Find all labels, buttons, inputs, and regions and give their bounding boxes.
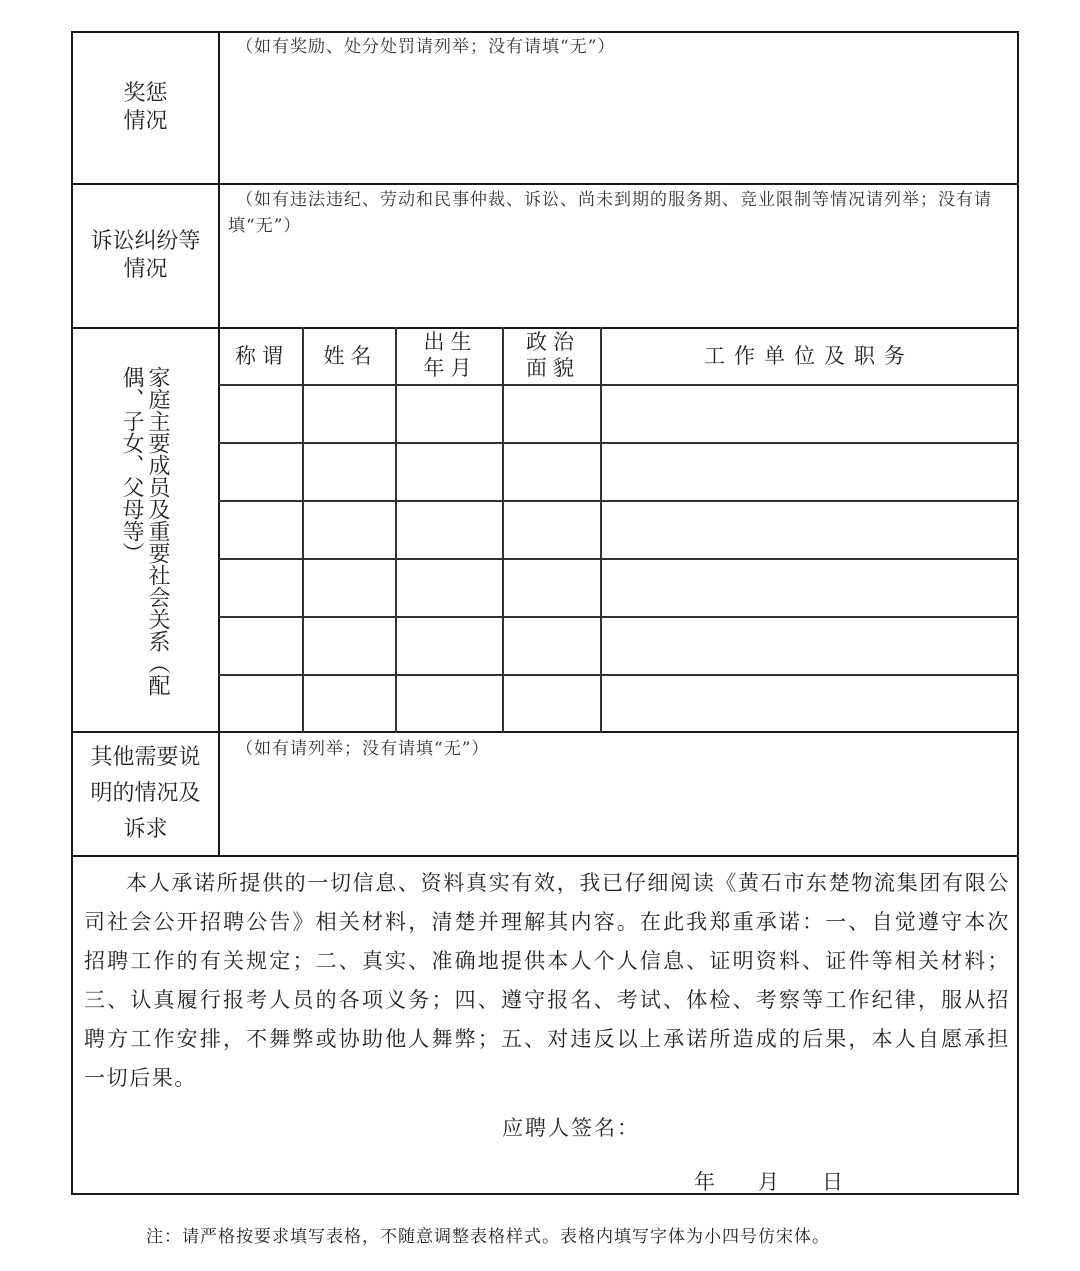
family-cell-relation[interactable] (222, 446, 300, 498)
family-header-birth-line1: 出生 (423, 330, 478, 354)
divider-rewards-bottom (71, 183, 1019, 185)
family-label: 家庭主要成员及重要社会关系（配偶、子女、父母等） (119, 366, 170, 696)
family-header-relation: 称谓 (235, 344, 289, 368)
family-header-politics-line2: 面貌 (526, 356, 580, 380)
family-header-birth (399, 329, 502, 381)
pledge-text: 本人承诺所提供的一切信息、资料真实有效，我已仔细阅读《黄石市东楚物流集团有限公司社会公开招聘公告》相关材料，清楚并理解其内容。在此我郑重承诺：一、自觉遵守本次招聘工作的有关规定；二、真实、准确地提供本人个人信息、证明资料、证件等相关材料；三、认真履行报考人员的各项义务；四、遵守报名、考试、体检、考察等工作纪律，服从招聘方工作安排，不舞弊或协助他人舞弊；五、对违反以上承诺所造成的后果，本人自愿承担一切后果。 (84, 871, 1010, 1090)
family-cell-politics[interactable] (506, 504, 598, 556)
family-cell-relation[interactable] (222, 678, 300, 730)
family-cell-work[interactable] (604, 620, 1016, 672)
family-col-line (600, 327, 602, 733)
family-row-line (218, 616, 1019, 618)
signature-label: 应聘人签名： (502, 1116, 640, 1140)
divider-family-bottom (71, 731, 1019, 733)
family-col-line (302, 327, 304, 733)
disputes-label-line1: 诉讼纠纷等 (90, 229, 201, 254)
family-cell-work[interactable] (604, 388, 1016, 440)
footer-note: 注：请严格按要求填写表格，不随意调整表格样式。表格内填写字体为小四号仿宋体。 (146, 1227, 830, 1247)
label-column-divider (218, 31, 220, 857)
rewards-label-line1: 奖惩 (123, 81, 168, 106)
family-cell-name[interactable] (306, 562, 393, 614)
family-col-line (395, 327, 397, 733)
family-cell-name[interactable] (306, 446, 393, 498)
date-year-label: 年 (694, 1170, 717, 1194)
other-label-line1: 其他需要说 (90, 745, 201, 770)
family-row-line (218, 442, 1019, 444)
other-input-area[interactable] (222, 766, 1016, 854)
family-header-bottom (218, 384, 1019, 386)
disputes-label (73, 228, 218, 284)
family-cell-birth[interactable] (399, 620, 500, 672)
family-row-line (218, 674, 1019, 676)
other-label-line2: 明的情况及 (90, 781, 201, 806)
family-header-work: 工作单位及职务 (704, 344, 914, 368)
family-header-politics (506, 329, 600, 381)
signature-field[interactable] (640, 1108, 940, 1142)
family-cell-birth[interactable] (399, 504, 500, 556)
family-cell-name[interactable] (306, 388, 393, 440)
family-col-line (502, 327, 504, 733)
other-hint: （如有请列举；没有请填“无”） (236, 739, 490, 759)
family-cell-relation[interactable] (222, 562, 300, 614)
family-cell-politics[interactable] (506, 678, 598, 730)
family-cell-name[interactable] (306, 678, 393, 730)
family-cell-name[interactable] (306, 620, 393, 672)
family-cell-relation[interactable] (222, 504, 300, 556)
family-cell-name[interactable] (306, 504, 393, 556)
family-cell-relation[interactable] (222, 388, 300, 440)
other-label (73, 740, 218, 848)
family-cell-birth[interactable] (399, 678, 500, 730)
disputes-label-line2: 情况 (123, 257, 168, 282)
family-cell-work[interactable] (604, 504, 1016, 556)
family-cell-work[interactable] (604, 446, 1016, 498)
rewards-hint: （如有奖励、处分处罚请列举；没有请填“无”） (236, 37, 616, 57)
family-row-line (218, 558, 1019, 560)
divider-other-bottom (71, 855, 1019, 857)
family-row-line (218, 500, 1019, 502)
date-day-label: 日 (822, 1170, 845, 1194)
family-cell-birth[interactable] (399, 562, 500, 614)
rewards-label-line2: 情况 (123, 109, 168, 134)
family-cell-relation[interactable] (222, 620, 300, 672)
disputes-input-area[interactable] (222, 242, 1016, 326)
family-cell-politics[interactable] (506, 620, 598, 672)
family-cell-birth[interactable] (399, 446, 500, 498)
family-cell-politics[interactable] (506, 388, 598, 440)
disputes-hint: （如有违法违纪、劳动和民事仲裁、诉讼、尚未到期的服务期、竞业限制等情况请列举；没有请填“无”） (228, 190, 992, 236)
other-label-line3: 诉求 (123, 817, 168, 842)
family-cell-politics[interactable] (506, 562, 598, 614)
family-header-birth-line2: 年月 (423, 356, 478, 380)
family-cell-work[interactable] (604, 678, 1016, 730)
date-month-label: 月 (758, 1170, 781, 1194)
family-cell-birth[interactable] (399, 388, 500, 440)
rewards-input-area[interactable] (222, 64, 1016, 182)
rewards-label (73, 80, 218, 136)
family-cell-politics[interactable] (506, 446, 598, 498)
family-header-politics-line1: 政治 (526, 330, 580, 354)
family-cell-work[interactable] (604, 562, 1016, 614)
family-header-name: 姓名 (323, 344, 378, 368)
